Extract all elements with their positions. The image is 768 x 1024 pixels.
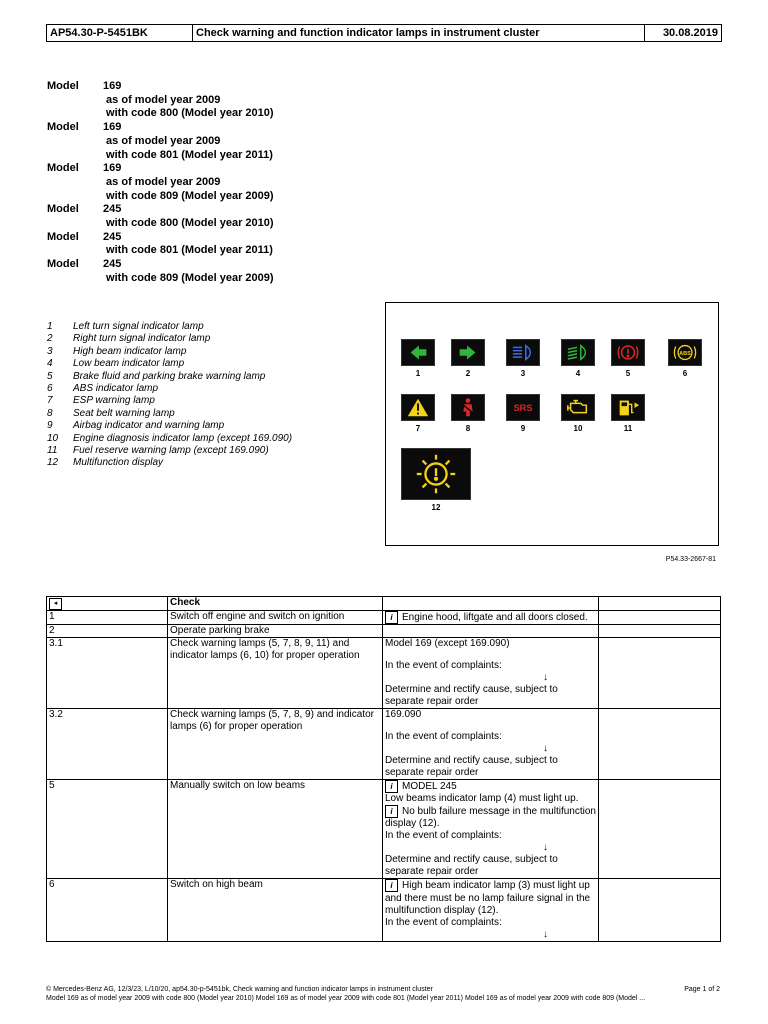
info-icon: i: [385, 805, 398, 818]
legend-item: 6 ABS indicator lamp: [47, 383, 159, 395]
fuel-reserve-icon: [611, 394, 645, 421]
left-turn-signal-icon: [401, 339, 435, 366]
down-arrow-icon: ↓: [543, 743, 548, 755]
airbag-srs-icon: [506, 394, 540, 421]
legend-item: 12 Multifunction display: [47, 457, 164, 469]
multifunction-display-icon: [401, 448, 471, 500]
seat-belt-icon: [451, 394, 485, 421]
legend-item: 9 Airbag indicator and warning lamp: [47, 420, 225, 432]
model-entry: Model 245 with code 800 (Model year 2010): [47, 203, 274, 230]
info-icon: i: [385, 879, 398, 892]
model-entry: Model 169 as of model year 2009 with code 809 (Model year 2009): [47, 162, 274, 202]
legend-item: 8 Seat belt warning lamp: [47, 407, 175, 419]
high-beam-icon: [506, 339, 540, 366]
legend-item: 2 Right turn signal indicator lamp: [47, 333, 211, 345]
footer-copyright: © Mercedes-Benz AG, 12/3/23, L/10/20, ap54.30-p-5451bk, Check warning and function indicator lamps in instrument cluster: [46, 986, 433, 993]
model-list: [47, 80, 274, 286]
document-title: Check warning and function indicator lamps in instrument cluster: [193, 25, 645, 41]
down-arrow-icon: ↓: [543, 842, 548, 854]
info-icon: i: [385, 780, 398, 793]
legend-item: 4 Low beam indicator lamp: [47, 358, 185, 370]
model-entry: Model 169 as of model year 2009 with code 801 (Model year 2011): [47, 121, 273, 161]
low-beam-icon: [561, 339, 595, 366]
document-header: [46, 24, 722, 42]
model-entry: Model 245 with code 809 (Model year 2009): [47, 258, 274, 284]
legend-item: 3 High beam indicator lamp: [47, 345, 187, 357]
svg-text:ABS: ABS: [679, 350, 691, 357]
indicator-lamp-figure: ABS 1 2 3 4 5 6 SRS 7 8 9 10 11 12: [385, 302, 719, 546]
info-icon: i: [385, 611, 398, 624]
step-arrow-icon: ◂: [49, 598, 62, 610]
check-column-header: Check: [168, 597, 383, 611]
svg-text:SRS: SRS: [513, 403, 533, 414]
model-entry: Model 245 with code 801 (Model year 2011): [47, 230, 273, 257]
esp-warning-icon: [401, 394, 435, 421]
legend-item: 7 ESP warning lamp: [47, 395, 155, 407]
document-code: AP54.30-P-5451BK: [47, 25, 193, 41]
table-row: 3.1 Check warning lamps (5, 7, 8, 9, 11) and indicator lamps (6, 10) for proper operation Model 169 (except 169.090) In the event of complaints: ↓ Determine and rectify cause, subject to separate repair order: [47, 638, 721, 709]
page-footer: [46, 985, 720, 1003]
document-date: 30.08.2019: [662, 27, 718, 39]
lamp-legend: [47, 321, 292, 470]
legend-item: 11 Fuel reserve warning lamp (except 169.090): [47, 445, 269, 457]
table-row: 3.2 Check warning lamps (5, 7, 8, 9) and indicator lamps (6) for proper operation 169.090 In the event of complaints: ↓ Determine and rectify cause, subject to separate repair order: [47, 709, 721, 780]
right-turn-signal-icon: [451, 339, 485, 366]
table-row: 1 Switch off engine and switch on ignition i Engine hood, liftgate and all doors closed.: [47, 611, 721, 625]
engine-diagnosis-icon: [561, 394, 595, 421]
footer-models: Model 169 as of model year 2009 with code 800 (Model year 2010) Model 169 as of model year 2009 with code 801 (Model year 2011) Model 169 as of model year 2009 with code 809 (Model ...: [46, 995, 646, 1002]
legend-item: 10 Engine diagnosis indicator lamp (except 169.090): [47, 432, 293, 444]
table-row: 6 Switch on high beam i High beam indicator lamp (3) must light up and there must be no lamp failure signal in the multifunction display (12). In the event of complaints: ↓: [47, 879, 721, 941]
legend-item: 1 Left turn signal indicator lamp: [47, 321, 204, 332]
abs-indicator-icon: [668, 339, 702, 366]
table-header-row: [47, 597, 721, 611]
table-row: 2 Operate parking brake: [47, 625, 721, 638]
table-row: 5 Manually switch on low beams i MODEL 245 Low beams indicator lamp (4) must light up. i No bulb failure message in the multifunction display (12). In the event of complaints: ↓ Determine and rectify cause, subject to separate repair order: [47, 780, 721, 879]
check-procedure-table: [46, 596, 721, 942]
model-entry: Model 169 as of model year 2009 with code 800 (Model year 2010): [47, 80, 274, 120]
down-arrow-icon: ↓: [543, 672, 548, 684]
brake-warning-icon: [611, 339, 645, 366]
page-number: Page 1 of 2: [684, 986, 720, 993]
down-arrow-icon: ↓: [543, 928, 548, 940]
legend-item: 5 Brake fluid and parking brake warning lamp: [47, 370, 266, 382]
figure-reference: P54.33-2667-81: [665, 556, 716, 563]
